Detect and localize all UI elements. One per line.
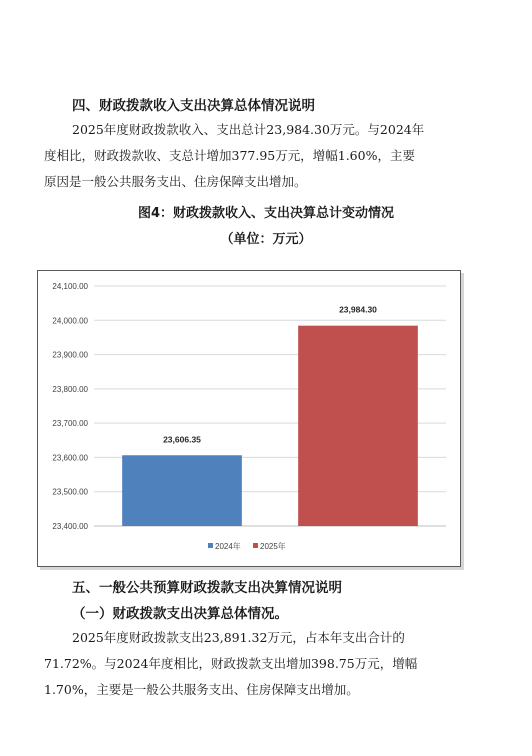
section5-para-line-2: 71.72%。与2024年度相比，财政拨款支出增加398.75万元，增幅 [44, 656, 418, 671]
y-tick-label: 23,600.00 [52, 453, 88, 463]
y-tick-label: 23,800.00 [52, 384, 88, 394]
legend-label: 2025年 [260, 542, 286, 551]
data-label: 23,606.35 [163, 434, 201, 445]
figure-title: 图4：财政拨款收入、支出决算总计变动情况 [137, 206, 395, 221]
y-tick-label: 23,900.00 [52, 350, 88, 360]
legend-label: 2024年 [215, 542, 241, 551]
figure-unit: （单位：万元） [220, 232, 312, 247]
section5-para-line-1: 2025年度财政拨款支出23,891.32万元，占本年支出合计的 [72, 630, 405, 645]
section4-heading: 四、财政拨款收入支出决算总体情况说明 [72, 98, 315, 114]
bar-2024年 [122, 455, 242, 526]
data-label: 23,984.30 [339, 304, 377, 315]
y-tick-label: 24,100.00 [52, 282, 88, 291]
bar-chart [38, 271, 460, 566]
legend-swatch [208, 543, 213, 548]
y-tick-label: 23,700.00 [52, 419, 88, 429]
y-tick-label: 23,400.00 [52, 522, 88, 531]
section5-para-line-3: 1.70%，主要是一般公共服务支出、住房保障支出增加。 [44, 682, 359, 697]
section4-para-line-2: 度相比，财政拨款收、支总计增加377.95万元，增幅1.60%，主要 [44, 148, 415, 163]
y-tick-label: 24,000.00 [52, 316, 88, 326]
section5-heading: 五、一般公共预算财政拨款支出决算情况说明 [72, 580, 342, 596]
legend-swatch [253, 543, 258, 548]
y-tick-label: 23,500.00 [52, 487, 88, 497]
chart-frame [37, 270, 461, 567]
section4-para-line-3: 原因是一般公共服务支出、住房保障支出增加。 [44, 174, 307, 189]
section4-para-line-1: 2025年度财政拨款收入、支出总计23,984.30万元。与2024年 [72, 122, 425, 137]
bar-2025年 [298, 326, 418, 526]
section5-subheading: （一）财政拨款支出决算总体情况。 [72, 606, 288, 622]
